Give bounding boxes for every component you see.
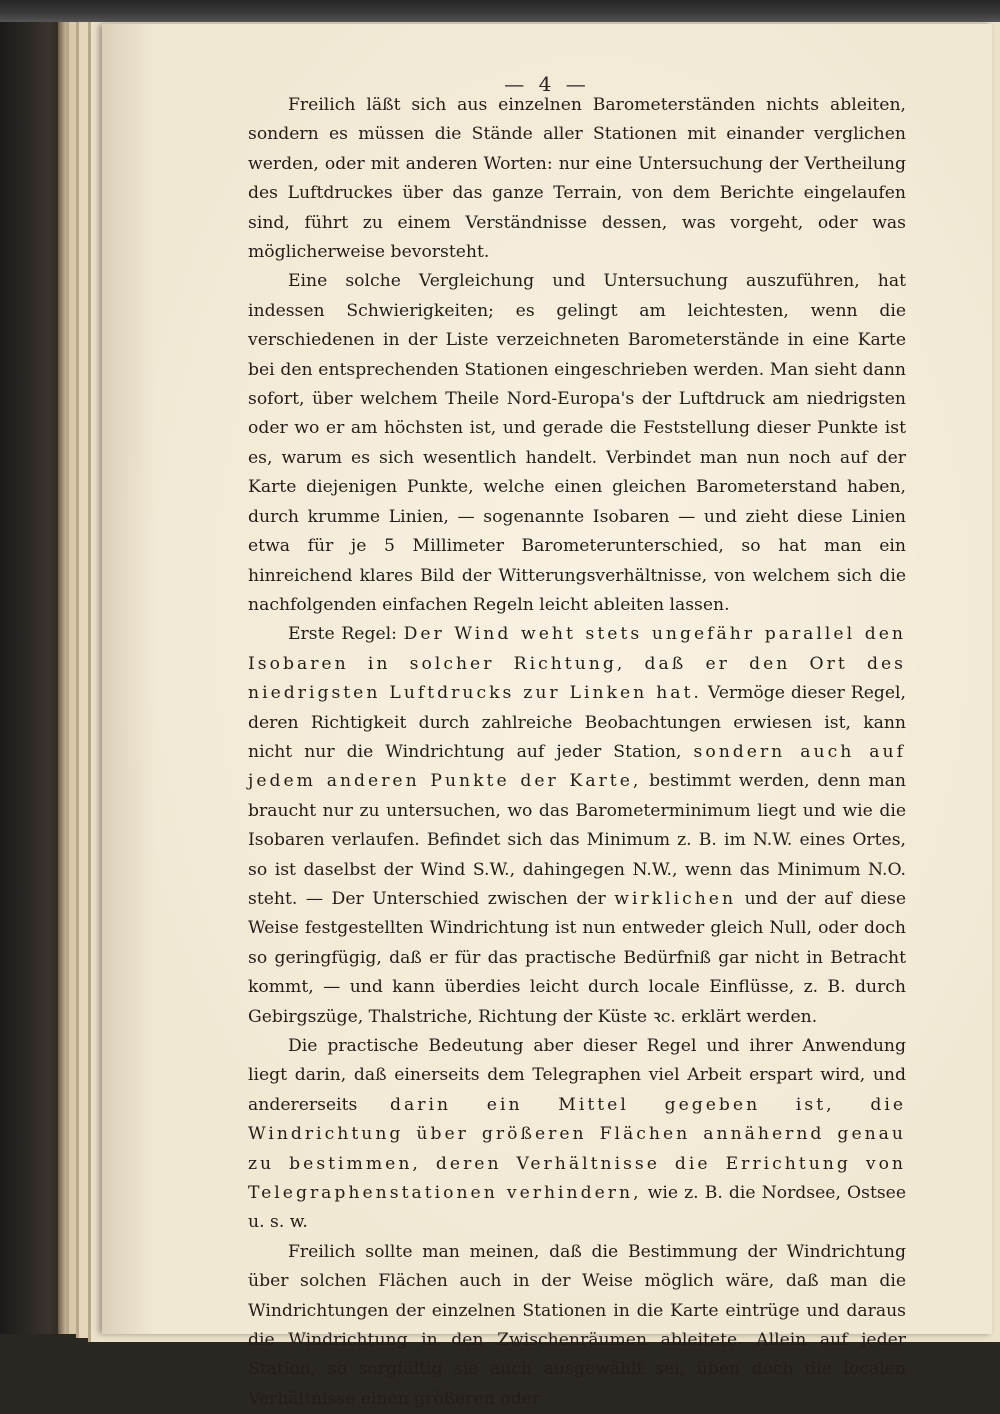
p4-emphasis: darin ein Mittel gegeben ist, die Windrichtung über größeren Flächen annähernd genau zu bestimmen, deren Verhältnisse die Errichtung von Telegraphenstationen verhindern,: [248, 1094, 906, 1204]
paragraph-3: [248, 620, 906, 1032]
top-edge: [0, 0, 1000, 22]
body-text: [248, 91, 906, 1414]
paragraph-2: Eine solche Vergleichung und Untersuchung auszuführen, hat indessen Schwierigkeiten; es gelingt am leichtesten, wenn die verschiedenen in der Liste verzeichneten Barometerstände in eine Karte bei den entsprechenden Stationen eingeschrieben werden. Man sieht dann sofort, über welchem Theile Nord-Europa's der Luftdruck am niedrigsten oder wo er am höchsten ist, und gerade die Feststellung dieser Punkte ist es, warum es sich wesentlich handelt. Verbindet man nun noch auf der Karte diejenigen Punkte, welche einen gleichen Barometerstand haben, durch krumme Linien, — sogenannte Isobaren — und zieht diese Linien etwa für je 5 Millimeter Barometerunterschied, so hat man ein hinreichend klares Bild der Witterungsverhältnisse, von welchem sich die nachfolgenden einfachen Regeln leicht ableiten lassen.: [248, 271, 906, 615]
rule-statement: Der Wind weht stets ungefähr parallel den Isobaren in solcher Richtung, daß er den Ort des niedrigsten Luftdrucks zur Linken hat.: [248, 624, 906, 704]
page-number: — 4 —: [504, 72, 590, 96]
rule-text-a: Vermöge dieser Regel, deren Richtigkeit durch zahlreiche Beobachtungen erwiesen ist, kann nicht nur die Windrichtung auf jeder Station,: [248, 683, 907, 762]
paragraph-4: [248, 1032, 906, 1238]
paragraph-5: Freilich sollte man meinen, daß die Bestimmung der Windrichtung über solchen Flächen auch in der Weise möglich wäre, daß man die Windrichtungen der einzelnen Stationen in die Karte eintrüge und daraus die Windrichtung in den Zwischenräumen ableitete. Allein auf jeder Station, so sorgfältig sie auch ausgewählt sei, üben doch die localen Verhältnisse einen größeren oder: [248, 1241, 906, 1409]
paragraph-1: Freilich läßt sich aus einzelnen Barometerständen nichts ableiten, sondern es müssen die Stände aller Stationen mit einander verglichen werden, oder mit anderen Worten: nur eine Untersuchung der Vertheilung des Luftdruckes über das ganze Terrain, von dem Berichte eingelaufen sind, führt zu einem Verständnisse dessen, was vorgeht, oder was möglicherweise bevorsteht.: [248, 95, 906, 263]
p4-text-a: Die practische Bedeutung aber dieser Regel und ihrer Anwendung liegt darin, daß einerseits dem Telegraphen viel Arbeit erspart wird, und andererseits: [248, 1036, 906, 1115]
rule-emphasis-b: sondern auch auf jedem anderen Punkte der Karte,: [248, 741, 906, 792]
rule-emphasis-c: wirklichen: [614, 888, 737, 909]
rule-text-b: bestimmt werden, denn man braucht nur zu untersuchen, wo das Barometerminimum liegt und wie die Isobaren verlaufen. Befindet sich das Minimum z. B. im N.W. eines Ortes, so ist daselbst der Wind S.W., dahingegen N.W., wenn das Minimum N.O. steht. — Der Unterschied zwischen der: [248, 771, 906, 909]
rule-lead: Erste Regel:: [288, 624, 397, 645]
p4-text-b: wie z. B. die Nordsee, Ostsee u. s. w.: [248, 1183, 907, 1233]
rule-text-c: und der auf diese Weise festgestellten Windrichtung ist nun entweder gleich Null, oder doch so geringfügig, daß er für das practische Bedürfniß gar nicht in Betracht kommt, — und kann überdies leicht durch locale Einflüsse, z. B. durch Gebirgszüge, Thalstriche, Richtung der Küste ꝛc. erklärt werden.: [248, 888, 907, 1027]
